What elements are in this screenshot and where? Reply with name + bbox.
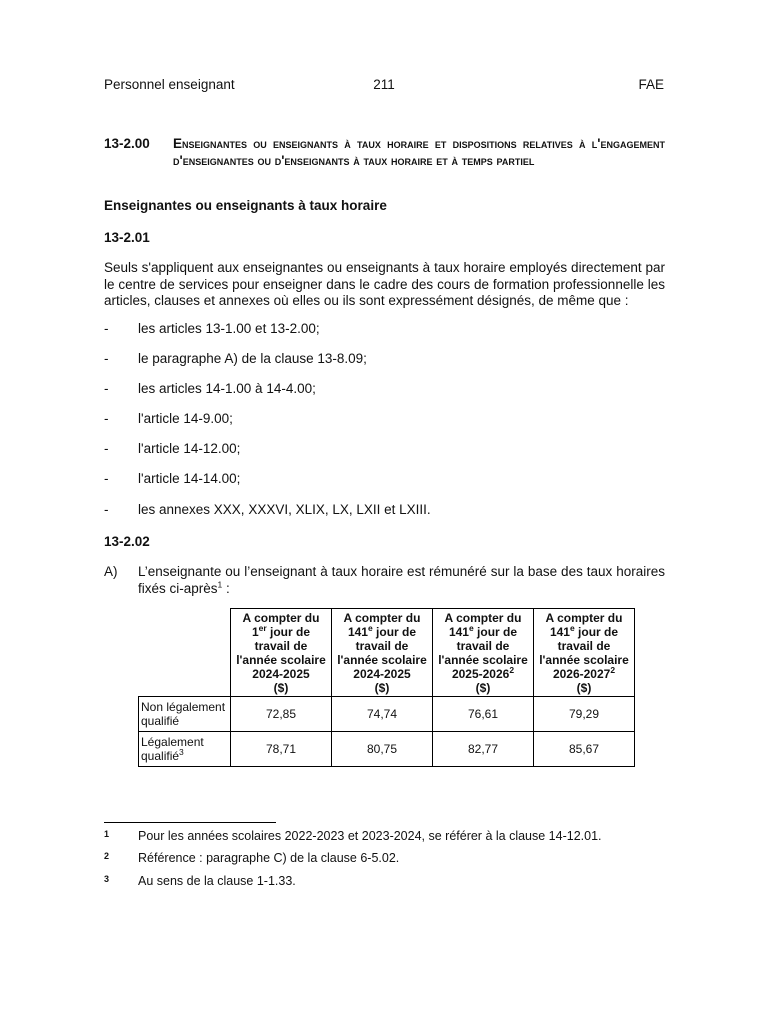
header-line: 2026-2027	[552, 667, 611, 681]
page-number: 211	[373, 77, 395, 92]
header-line: l'année scolaire	[539, 653, 629, 667]
header-sup: 2	[610, 665, 616, 675]
header-line: jour de	[473, 625, 518, 639]
footnote-mark: 3	[104, 874, 110, 884]
header-line: travail de	[456, 639, 510, 653]
header-line: jour de	[574, 625, 619, 639]
column-header	[534, 609, 635, 697]
footnote-mark: 1	[104, 829, 110, 839]
header-line: ($)	[475, 681, 491, 695]
row-label	[139, 697, 231, 732]
footnote-mark: 2	[104, 851, 110, 861]
header-line: l'année scolaire	[438, 653, 528, 667]
header-line: 1	[251, 625, 259, 639]
header-sup: er	[258, 623, 267, 633]
rate-cell: 74,74	[332, 697, 433, 732]
footnote-text: Au sens de la clause 1-1.33.	[138, 874, 296, 888]
header-line: 2024-2025	[252, 667, 310, 681]
header-sup: e	[468, 623, 474, 633]
bullet-dash: -	[104, 411, 109, 426]
item-label: A)	[104, 564, 118, 579]
bullet-dash: -	[104, 502, 109, 517]
header-sup: 2	[509, 665, 515, 675]
header-line: travail de	[557, 639, 611, 653]
page-header	[104, 77, 664, 95]
bullet-text: les annexes XXX, XXXVI, XLIX, LX, LXII et LXIII.	[138, 502, 431, 517]
footnote-ref: 1	[217, 579, 223, 589]
hourly-rates-table	[138, 608, 635, 767]
row-label-text: Non légalement qualifié	[141, 700, 226, 728]
row-label	[139, 732, 231, 767]
bullet-text: les articles 13-1.00 et 13-2.00;	[138, 321, 320, 336]
rate-cell: 85,67	[534, 732, 635, 767]
subheading: Enseignantes ou enseignants à taux horaire	[104, 198, 387, 213]
header-line: 2025-2026	[451, 667, 510, 681]
rate-cell: 78,71	[231, 732, 332, 767]
article-1-intro: Seuls s'appliquent aux enseignantes ou enseignants à taux horaire employés directement par le centre de services pour enseigner dans le cadre des cours de formation professionnelle les articles, clauses et annexes où elles ou ils sont expressément désignés, de même que :	[104, 260, 665, 308]
header-line: ($)	[576, 681, 592, 695]
header-line: jour de	[266, 625, 311, 639]
item-text-end: :	[222, 580, 230, 596]
bullet-dash: -	[104, 441, 109, 456]
column-header	[231, 609, 332, 697]
header-line: A compter du	[343, 611, 421, 625]
header-line: l'année scolaire	[337, 653, 427, 667]
header-line: A compter du	[444, 611, 522, 625]
header-line: travail de	[355, 639, 409, 653]
article-number-2: 13-2.02	[104, 534, 150, 549]
section-number: 13-2.00	[104, 136, 150, 151]
header-right: FAE	[638, 77, 664, 92]
header-line: travail de	[254, 639, 308, 653]
rate-cell: 72,85	[231, 697, 332, 732]
header-sup: e	[367, 623, 373, 633]
bullet-dash: -	[104, 351, 109, 366]
table-header-row	[139, 609, 635, 697]
rate-cell: 82,77	[433, 732, 534, 767]
header-line: A compter du	[545, 611, 623, 625]
section-title: Enseignantes ou enseignants à taux horaire et dispositions relatives à l'engagement d'enseignantes ou d'enseignants à taux horaire et à temps partiel	[173, 136, 665, 168]
footnote-separator	[104, 822, 276, 823]
column-header	[332, 609, 433, 697]
item-text-main: L’enseignante ou l’enseignant à taux horaire est rémunéré sur la base des taux horaires fixés ci-après	[138, 564, 665, 596]
header-line: ($)	[273, 681, 289, 695]
bullet-text: les articles 14-1.00 à 14-4.00;	[138, 381, 316, 396]
bullet-text: l'article 14-12.00;	[138, 441, 241, 456]
header-line: 2024-2025	[353, 667, 411, 681]
header-line: 141	[549, 625, 570, 639]
header-line: A compter du	[242, 611, 320, 625]
footnote-text: Pour les années scolaires 2022-2023 et 2023-2024, se référer à la clause 14-12.01.	[138, 829, 602, 843]
header-line: l'année scolaire	[236, 653, 326, 667]
rate-cell: 79,29	[534, 697, 635, 732]
header-line: 141	[347, 625, 368, 639]
bullet-text: l'article 14-9.00;	[138, 411, 233, 426]
header-sup: e	[569, 623, 575, 633]
header-line: jour de	[372, 625, 417, 639]
bullet-dash: -	[104, 321, 109, 336]
bullet-text: l'article 14-14.00;	[138, 471, 241, 486]
footnote-text: Référence : paragraphe C) de la clause 6-5.02.	[138, 851, 400, 865]
rate-cell: 76,61	[433, 697, 534, 732]
table-corner-cell	[139, 609, 231, 697]
column-header	[433, 609, 534, 697]
table-row	[139, 697, 635, 732]
header-left: Personnel enseignant	[104, 77, 235, 92]
bullet-dash: -	[104, 381, 109, 396]
row-label-text: Légalement qualifié	[141, 735, 204, 763]
rate-cell: 80,75	[332, 732, 433, 767]
header-line: 141	[448, 625, 469, 639]
table-row	[139, 732, 635, 767]
bullet-dash: -	[104, 471, 109, 486]
bullet-text: le paragraphe A) de la clause 13-8.09;	[138, 351, 367, 366]
header-line: ($)	[374, 681, 390, 695]
item-text	[138, 564, 665, 597]
row-label-sup: 3	[179, 747, 184, 757]
article-number-1: 13-2.01	[104, 230, 150, 245]
